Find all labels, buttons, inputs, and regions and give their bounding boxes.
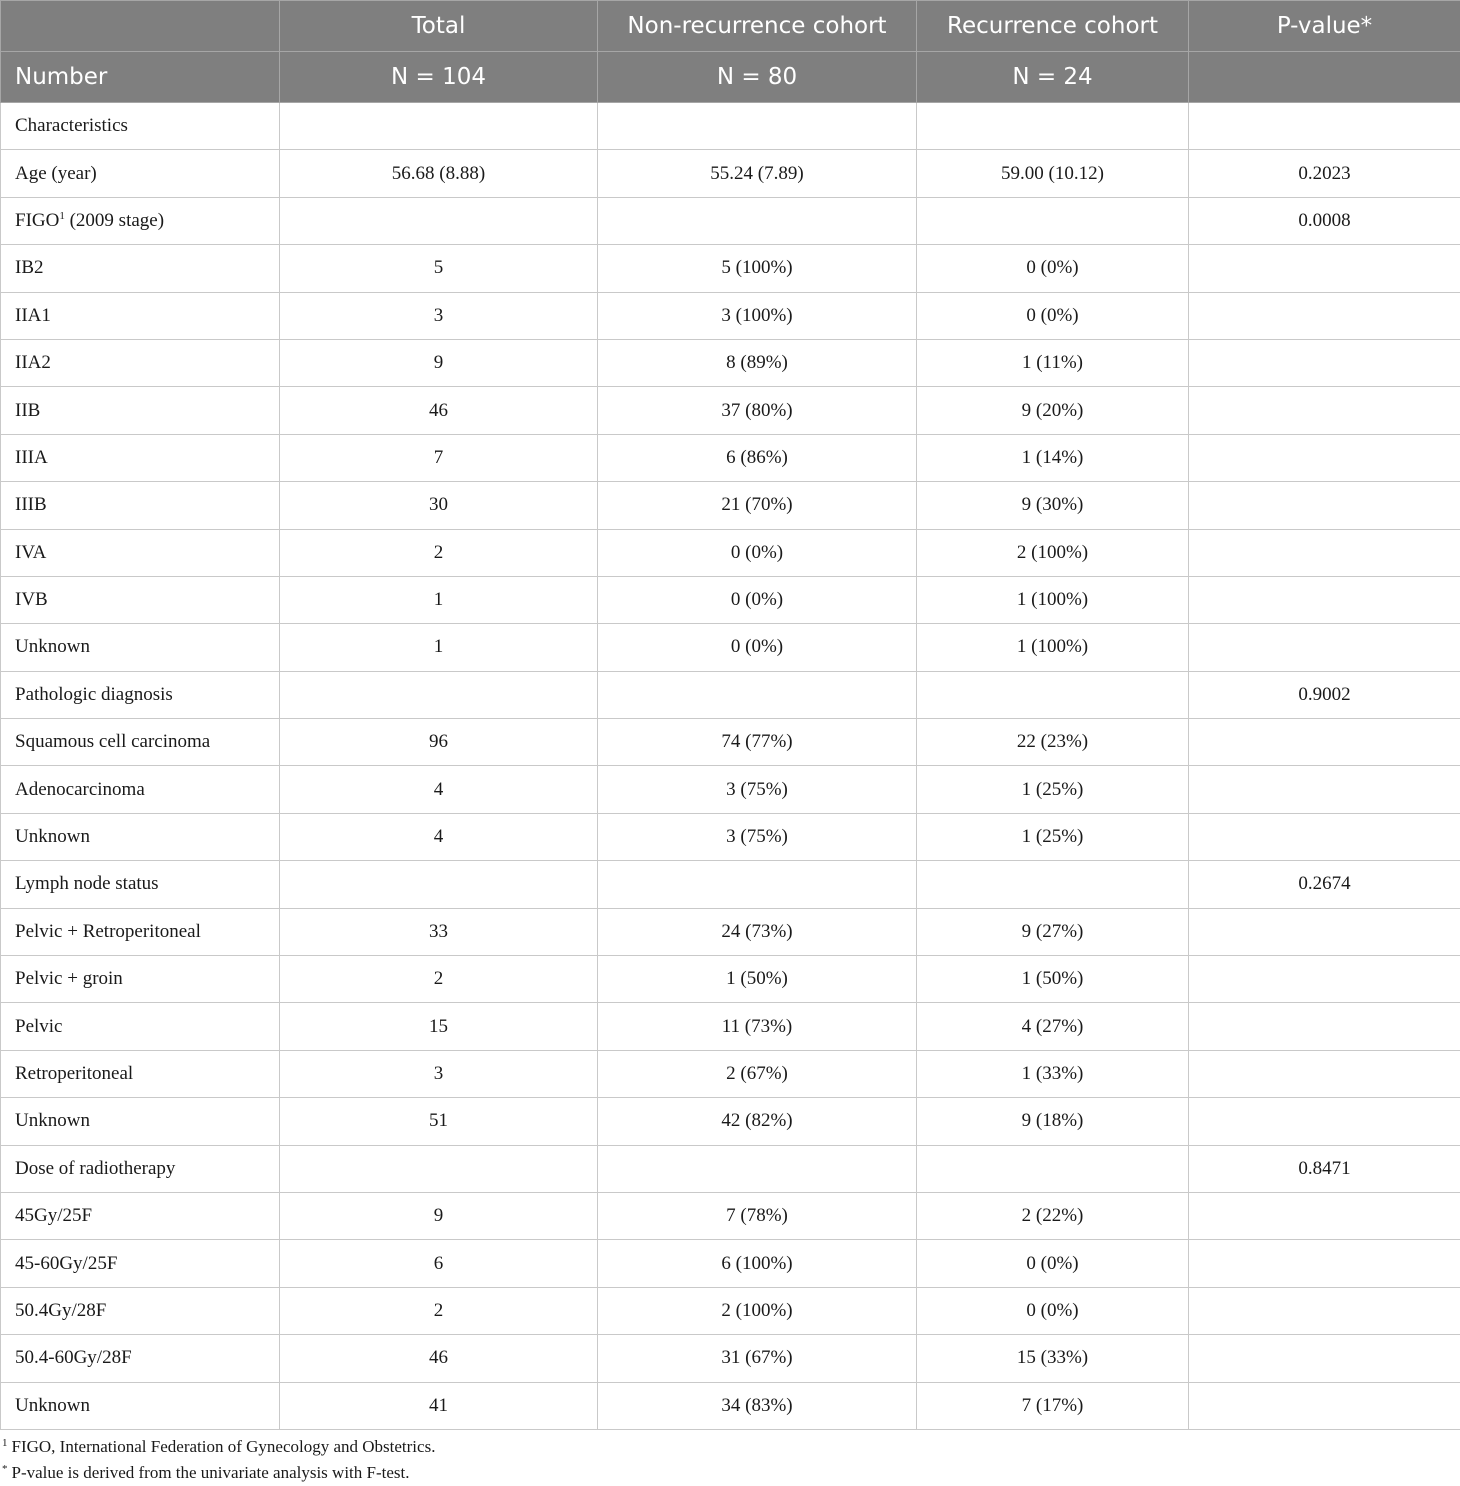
table-row: [1, 1335, 1460, 1382]
recurrence-cell: [917, 861, 1189, 908]
recurrence-cell: 22 (23%): [917, 719, 1189, 766]
table-row: [1, 956, 1460, 1003]
non-recurrence-cell: 8 (89%): [598, 339, 917, 386]
row-label-suffix: (2009 stage): [64, 209, 165, 231]
row-label-cell: [1, 529, 280, 576]
header-cell-n-non-recurrence: N = 80: [598, 52, 917, 103]
table-row: [1, 1240, 1460, 1287]
header-cell-p-value: P-value*: [1189, 1, 1460, 52]
table-row: [1, 576, 1460, 623]
non-recurrence-cell: 21 (70%): [598, 482, 917, 529]
non-recurrence-cell: 74 (77%): [598, 719, 917, 766]
row-label-cell: [1, 1145, 280, 1192]
table-row: [1, 150, 1460, 197]
p-value-cell: [1189, 1382, 1460, 1429]
row-label: Lymph node status: [15, 873, 159, 895]
row-label: IB2: [15, 257, 44, 279]
row-label: Pelvic + groin: [15, 968, 123, 990]
total-cell: 15: [280, 1003, 598, 1050]
non-recurrence-cell: 0 (0%): [598, 576, 917, 623]
non-recurrence-cell: [598, 1145, 917, 1192]
row-label-cell: [1, 766, 280, 813]
table-row: [1, 1003, 1460, 1050]
footnote-mark: *: [2, 1463, 8, 1475]
row-label-cell: [1, 719, 280, 766]
recurrence-cell: 1 (100%): [917, 624, 1189, 671]
total-cell: 46: [280, 387, 598, 434]
row-label-cell: [1, 1287, 280, 1334]
table-row: [1, 908, 1460, 955]
recurrence-cell: 1 (25%): [917, 813, 1189, 860]
total-cell: [280, 1145, 598, 1192]
p-value-cell: [1189, 624, 1460, 671]
total-cell: 9: [280, 1192, 598, 1239]
non-recurrence-cell: [598, 103, 917, 150]
non-recurrence-cell: 11 (73%): [598, 1003, 917, 1050]
header-cell-blank: [1, 1, 280, 52]
row-label: IIA1: [15, 304, 51, 326]
row-label: IIB: [15, 399, 41, 421]
recurrence-cell: 7 (17%): [917, 1382, 1189, 1429]
p-value-cell: 0.9002: [1189, 671, 1460, 718]
recurrence-cell: [917, 1145, 1189, 1192]
p-value-cell: [1189, 1050, 1460, 1097]
row-label: Squamous cell carcinoma: [15, 731, 211, 753]
p-value-cell: 0.0008: [1189, 197, 1460, 244]
p-value-cell: 0.8471: [1189, 1145, 1460, 1192]
table-row: [1, 813, 1460, 860]
p-value-cell: [1189, 339, 1460, 386]
row-label: Pelvic: [15, 1015, 63, 1037]
non-recurrence-cell: 2 (100%): [598, 1287, 917, 1334]
recurrence-cell: 0 (0%): [917, 245, 1189, 292]
row-label: 50.4Gy/28F: [15, 1299, 107, 1321]
row-label: Age (year): [15, 162, 97, 184]
total-cell: 4: [280, 766, 598, 813]
p-value-cell: [1189, 1098, 1460, 1145]
non-recurrence-cell: [598, 861, 917, 908]
row-label: IIIA: [15, 446, 48, 468]
header-cell-n-recurrence: N = 24: [917, 52, 1189, 103]
row-label: 45Gy/25F: [15, 1205, 93, 1227]
table-body: [1, 103, 1460, 1430]
row-label-cell: [1, 103, 280, 150]
p-value-cell: [1189, 1003, 1460, 1050]
header-row-columns: [1, 1, 1460, 52]
row-label-cell: [1, 671, 280, 718]
row-label: IVA: [15, 541, 47, 563]
table-row: [1, 766, 1460, 813]
footnote-text: P-value is derived from the univariate analysis with F-test.: [11, 1463, 410, 1482]
header-cell-recurrence: Recurrence cohort: [917, 1, 1189, 52]
row-label-cell: [1, 1240, 280, 1287]
p-value-cell: 0.2674: [1189, 861, 1460, 908]
non-recurrence-cell: 3 (75%): [598, 766, 917, 813]
row-label-cell: [1, 1382, 280, 1429]
table-row: [1, 387, 1460, 434]
non-recurrence-cell: 6 (100%): [598, 1240, 917, 1287]
table-row: [1, 1287, 1460, 1334]
non-recurrence-cell: 34 (83%): [598, 1382, 917, 1429]
total-cell: 96: [280, 719, 598, 766]
footnote-p-value: [0, 1463, 1460, 1483]
recurrence-cell: 1 (100%): [917, 576, 1189, 623]
total-cell: 7: [280, 434, 598, 481]
row-label: IIA2: [15, 352, 51, 374]
row-label-cell: [1, 197, 280, 244]
row-label: IVB: [15, 589, 48, 611]
recurrence-cell: 59.00 (10.12): [917, 150, 1189, 197]
row-label-cell: [1, 576, 280, 623]
recurrence-cell: 9 (27%): [917, 908, 1189, 955]
total-cell: 33: [280, 908, 598, 955]
row-label: Unknown: [15, 826, 90, 848]
p-value-cell: [1189, 813, 1460, 860]
non-recurrence-cell: 55.24 (7.89): [598, 150, 917, 197]
table-row: [1, 1192, 1460, 1239]
total-cell: 9: [280, 339, 598, 386]
p-value-cell: [1189, 766, 1460, 813]
p-value-cell: [1189, 245, 1460, 292]
table-row: [1, 719, 1460, 766]
row-label-cell: [1, 245, 280, 292]
recurrence-cell: 1 (11%): [917, 339, 1189, 386]
p-value-cell: [1189, 719, 1460, 766]
total-cell: 30: [280, 482, 598, 529]
p-value-cell: [1189, 1240, 1460, 1287]
non-recurrence-cell: 6 (86%): [598, 434, 917, 481]
non-recurrence-cell: 42 (82%): [598, 1098, 917, 1145]
row-label-cell: [1, 1050, 280, 1097]
total-cell: 5: [280, 245, 598, 292]
total-cell: 46: [280, 1335, 598, 1382]
total-cell: 4: [280, 813, 598, 860]
total-cell: [280, 103, 598, 150]
total-cell: 3: [280, 1050, 598, 1097]
row-label-cell: [1, 434, 280, 481]
table-row: [1, 624, 1460, 671]
p-value-cell: [1189, 103, 1460, 150]
non-recurrence-cell: 2 (67%): [598, 1050, 917, 1097]
row-label-cell: [1, 813, 280, 860]
non-recurrence-cell: 0 (0%): [598, 529, 917, 576]
total-cell: 2: [280, 529, 598, 576]
non-recurrence-cell: 37 (80%): [598, 387, 917, 434]
recurrence-cell: 0 (0%): [917, 292, 1189, 339]
p-value-cell: 0.2023: [1189, 150, 1460, 197]
table-row: [1, 482, 1460, 529]
row-label: Dose of radiotherapy: [15, 1157, 176, 1179]
recurrence-cell: 1 (14%): [917, 434, 1189, 481]
recurrence-cell: 15 (33%): [917, 1335, 1189, 1382]
row-label-cell: [1, 387, 280, 434]
row-label-cell: [1, 150, 280, 197]
total-cell: 56.68 (8.88): [280, 150, 598, 197]
recurrence-cell: 0 (0%): [917, 1240, 1189, 1287]
table-row: [1, 529, 1460, 576]
recurrence-cell: 4 (27%): [917, 1003, 1189, 1050]
non-recurrence-cell: 7 (78%): [598, 1192, 917, 1239]
recurrence-cell: [917, 671, 1189, 718]
table-row: [1, 1050, 1460, 1097]
non-recurrence-cell: 0 (0%): [598, 624, 917, 671]
table-row: [1, 671, 1460, 718]
table-row: [1, 1382, 1460, 1429]
recurrence-cell: 2 (100%): [917, 529, 1189, 576]
total-cell: [280, 671, 598, 718]
recurrence-cell: 0 (0%): [917, 1287, 1189, 1334]
header-cell-non-recurrence: Non-recurrence cohort: [598, 1, 917, 52]
recurrence-cell: 9 (18%): [917, 1098, 1189, 1145]
footnote-text: FIGO, International Federation of Gynecology and Obstetrics.: [11, 1437, 436, 1456]
row-label: Pathologic diagnosis: [15, 683, 173, 705]
recurrence-cell: 1 (50%): [917, 956, 1189, 1003]
row-label: Characteristics: [15, 115, 128, 137]
table-row: [1, 103, 1460, 150]
footnote-mark: 1: [2, 1437, 8, 1449]
header-cell-n-p-value: [1189, 52, 1460, 103]
table-row: [1, 245, 1460, 292]
row-label-cell: [1, 908, 280, 955]
recurrence-cell: 9 (20%): [917, 387, 1189, 434]
row-label: FIGO: [15, 209, 60, 231]
row-label-cell: [1, 1192, 280, 1239]
total-cell: 2: [280, 1287, 598, 1334]
row-label: 45-60Gy/25F: [15, 1252, 118, 1274]
recurrence-cell: 1 (25%): [917, 766, 1189, 813]
non-recurrence-cell: 24 (73%): [598, 908, 917, 955]
row-label: 50.4-60Gy/28F: [15, 1347, 132, 1369]
footnote-figo: [0, 1437, 1460, 1457]
non-recurrence-cell: 31 (67%): [598, 1335, 917, 1382]
row-label-cell: [1, 1003, 280, 1050]
row-label: Unknown: [15, 1394, 90, 1416]
row-label-cell: [1, 482, 280, 529]
p-value-cell: [1189, 576, 1460, 623]
non-recurrence-cell: 3 (100%): [598, 292, 917, 339]
row-label-cell: [1, 292, 280, 339]
total-cell: 6: [280, 1240, 598, 1287]
p-value-cell: [1189, 1192, 1460, 1239]
p-value-cell: [1189, 1287, 1460, 1334]
p-value-cell: [1189, 1335, 1460, 1382]
row-label: Adenocarcinoma: [15, 778, 145, 800]
p-value-cell: [1189, 292, 1460, 339]
total-cell: [280, 861, 598, 908]
non-recurrence-cell: 3 (75%): [598, 813, 917, 860]
row-label-cell: [1, 956, 280, 1003]
header-cell-number: Number: [1, 52, 280, 103]
recurrence-cell: 2 (22%): [917, 1192, 1189, 1239]
p-value-cell: [1189, 908, 1460, 955]
total-cell: 1: [280, 624, 598, 671]
non-recurrence-cell: 1 (50%): [598, 956, 917, 1003]
row-label-cell: [1, 339, 280, 386]
p-value-cell: [1189, 387, 1460, 434]
table-row: [1, 197, 1460, 244]
p-value-cell: [1189, 956, 1460, 1003]
total-cell: 2: [280, 956, 598, 1003]
table-row: [1, 434, 1460, 481]
p-value-cell: [1189, 529, 1460, 576]
total-cell: 3: [280, 292, 598, 339]
non-recurrence-cell: 5 (100%): [598, 245, 917, 292]
header-cell-total: Total: [280, 1, 598, 52]
p-value-cell: [1189, 482, 1460, 529]
table-row: [1, 1098, 1460, 1145]
table-row: [1, 861, 1460, 908]
footnote-reference: 1: [59, 209, 65, 222]
row-label: IIIB: [15, 494, 47, 516]
total-cell: 1: [280, 576, 598, 623]
row-label: Pelvic + Retroperitoneal: [15, 920, 201, 942]
header-cell-n-total: N = 104: [280, 52, 598, 103]
total-cell: [280, 197, 598, 244]
row-label-cell: [1, 624, 280, 671]
row-label-cell: [1, 1098, 280, 1145]
row-label: Retroperitoneal: [15, 1063, 134, 1084]
non-recurrence-cell: [598, 671, 917, 718]
p-value-cell: [1189, 434, 1460, 481]
row-label: Unknown: [15, 636, 90, 658]
total-cell: 41: [280, 1382, 598, 1429]
row-label: Unknown: [15, 1110, 90, 1132]
non-recurrence-cell: [598, 197, 917, 244]
recurrence-cell: 9 (30%): [917, 482, 1189, 529]
recurrence-cell: 1 (33%): [917, 1050, 1189, 1097]
total-cell: 51: [280, 1098, 598, 1145]
table-row: [1, 1145, 1460, 1192]
header-row-number: [1, 52, 1460, 103]
table-row: [1, 339, 1460, 386]
row-label-cell: [1, 1335, 280, 1382]
recurrence-cell: [917, 103, 1189, 150]
table-row: [1, 292, 1460, 339]
recurrence-cell: [917, 197, 1189, 244]
row-label-cell: [1, 861, 280, 908]
